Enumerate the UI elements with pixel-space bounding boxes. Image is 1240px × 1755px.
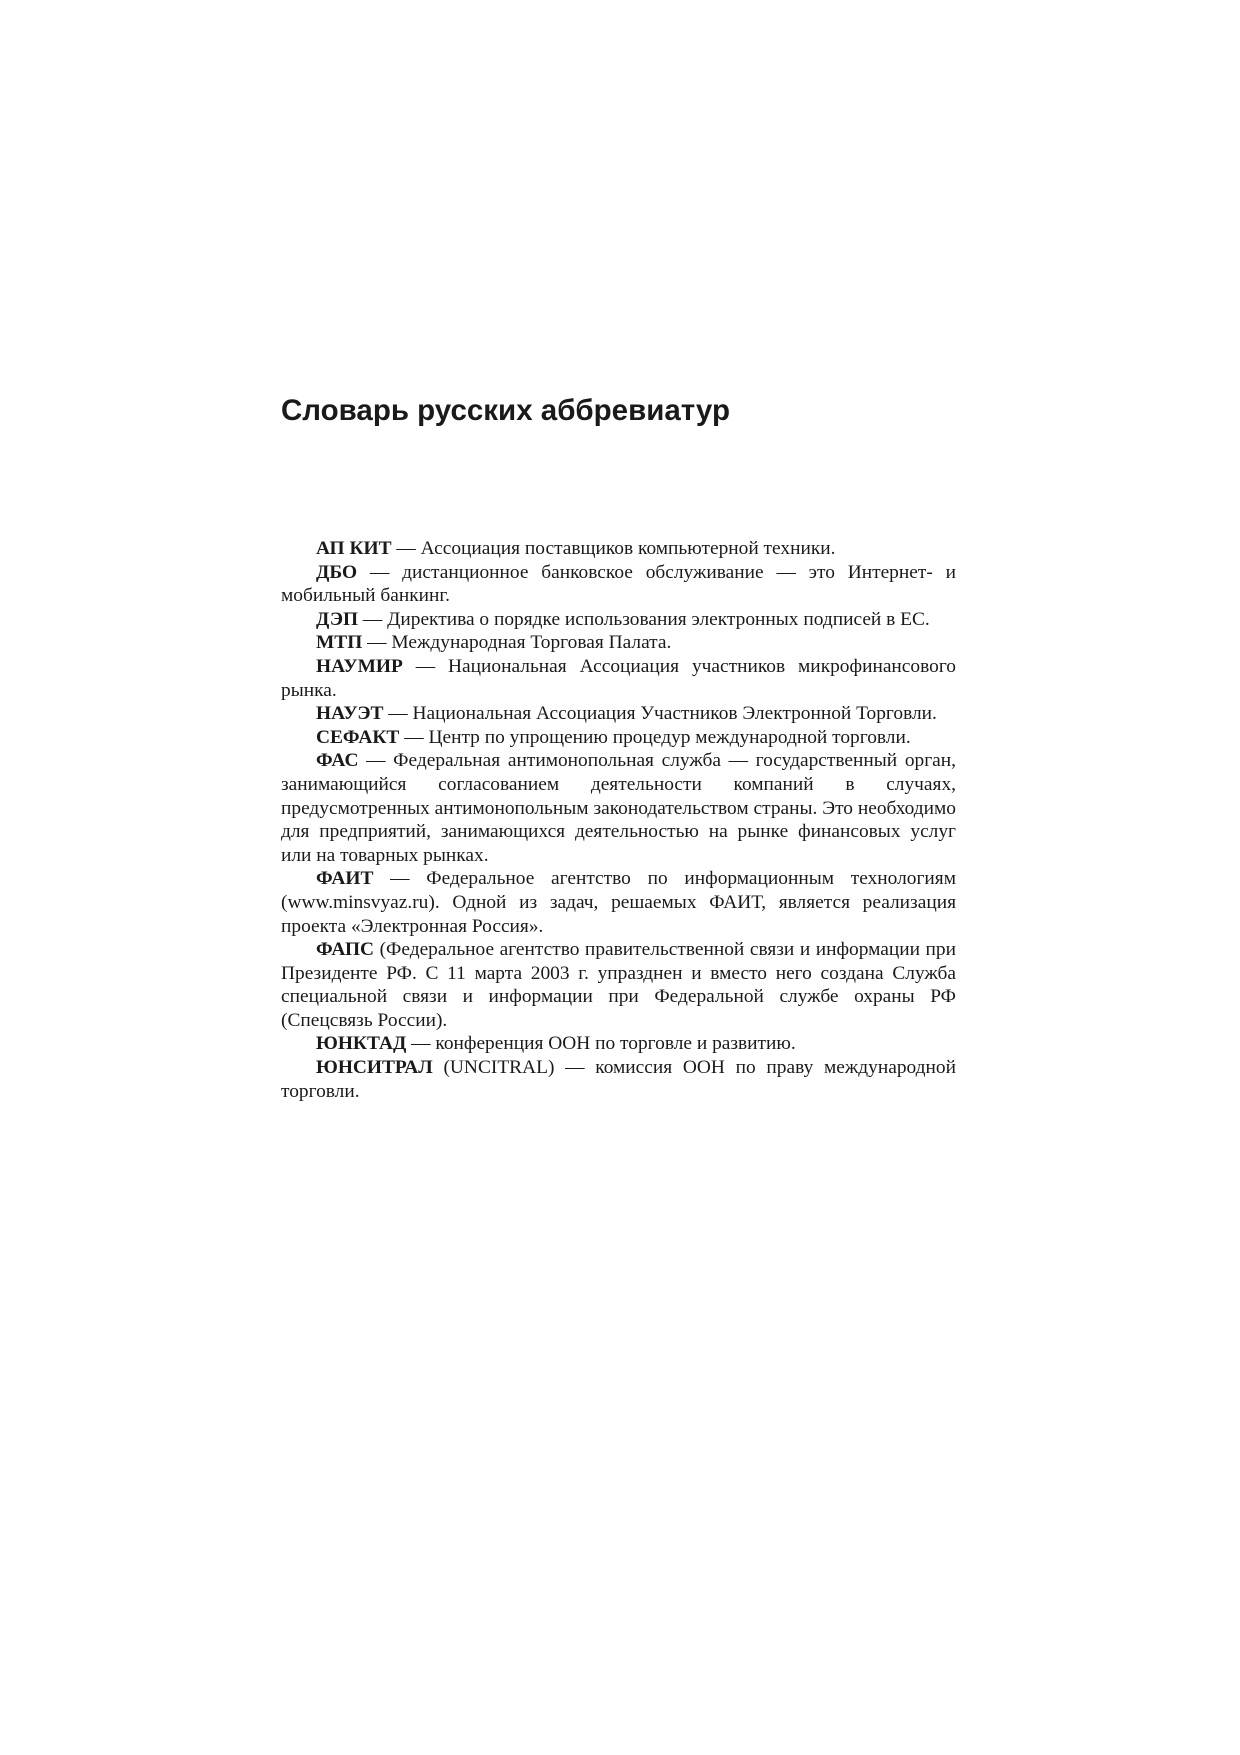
entry-definition: — Национальная Ассоциация участников микрофинансового рынка.: [281, 655, 956, 701]
entry-faps: [281, 938, 956, 1032]
entry-sefakt: [281, 726, 956, 750]
entry-dep: [281, 608, 956, 632]
entry-definition: — Директива о порядке использования электронных подписей в ЕС.: [358, 608, 930, 630]
entry-nauet: [281, 702, 956, 726]
entry-term: ЮНКТАД: [316, 1033, 407, 1055]
entry-definition: — Центр по упрощению процедур международной торговли.: [399, 726, 911, 748]
entry-term: ФАПС: [316, 939, 375, 961]
entry-definition: — Национальная Ассоциация Участников Электронной Торговли.: [383, 703, 937, 725]
entry-fait: [281, 867, 956, 938]
entry-term: ЮНСИТРАЛ: [316, 1057, 433, 1079]
entry-dbo: [281, 561, 956, 608]
abbreviation-list: [281, 537, 956, 1103]
entry-naumir: [281, 655, 956, 702]
entry-fas: [281, 749, 956, 867]
entry-mtp: [281, 631, 956, 655]
entry-definition: — Международная Торговая Палата.: [362, 632, 672, 654]
entry-definition: — дистанционное банковское обслуживание — это Интернет- и мобильный банкинг.: [281, 561, 956, 607]
entry-term: ДБО: [316, 561, 358, 583]
entry-term: НАУЭТ: [316, 703, 384, 725]
entry-definition: — Федеральная антимонопольная служба — государственный орган, занимающийся согласованием деятельности компаний в случаях, предусмотренных антимонопольным законодательством страны. Это необходимо для предприятий, занимающихся деятельностью на рынке финансовых услуг или на товарных рынках.: [281, 750, 956, 866]
entry-ap-kit: [281, 537, 956, 561]
entry-definition: (Федеральное агентство правительственной связи и информации при Президенте РФ. С 11 марта 2003 г. упразднен и вместо него создана Служба специальной связи и информации при Федеральной службе охраны РФ (Спецсвязь России).: [281, 939, 956, 1031]
entry-definition: — Ассоциация поставщиков компьютерной техники.: [391, 538, 836, 559]
entry-term: СЕФАКТ: [316, 726, 400, 748]
entry-term: МТП: [316, 632, 363, 654]
entry-term: АП КИТ: [316, 538, 392, 559]
entry-unctad: [281, 1032, 956, 1056]
entry-term: НАУМИР: [316, 655, 403, 677]
page-title: Словарь русских аббревиатур: [281, 394, 730, 427]
entry-definition: — конференция ООН по торговле и развитию.: [406, 1033, 796, 1055]
entry-term: ФАС: [316, 750, 359, 772]
entry-definition: (UNCITRAL) — комиссия ООН по праву международной торговли.: [281, 1057, 956, 1102]
entry-term: ДЭП: [316, 608, 359, 630]
entry-uncitral: [281, 1056, 956, 1103]
entry-definition: — Федеральное агентство по информационным технологиям (www.minsvyaz.ru). Одной из задач, решаемых ФАИТ, является реализация проекта «Электронная Россия».: [281, 868, 956, 937]
entry-term: ФАИТ: [316, 868, 374, 890]
